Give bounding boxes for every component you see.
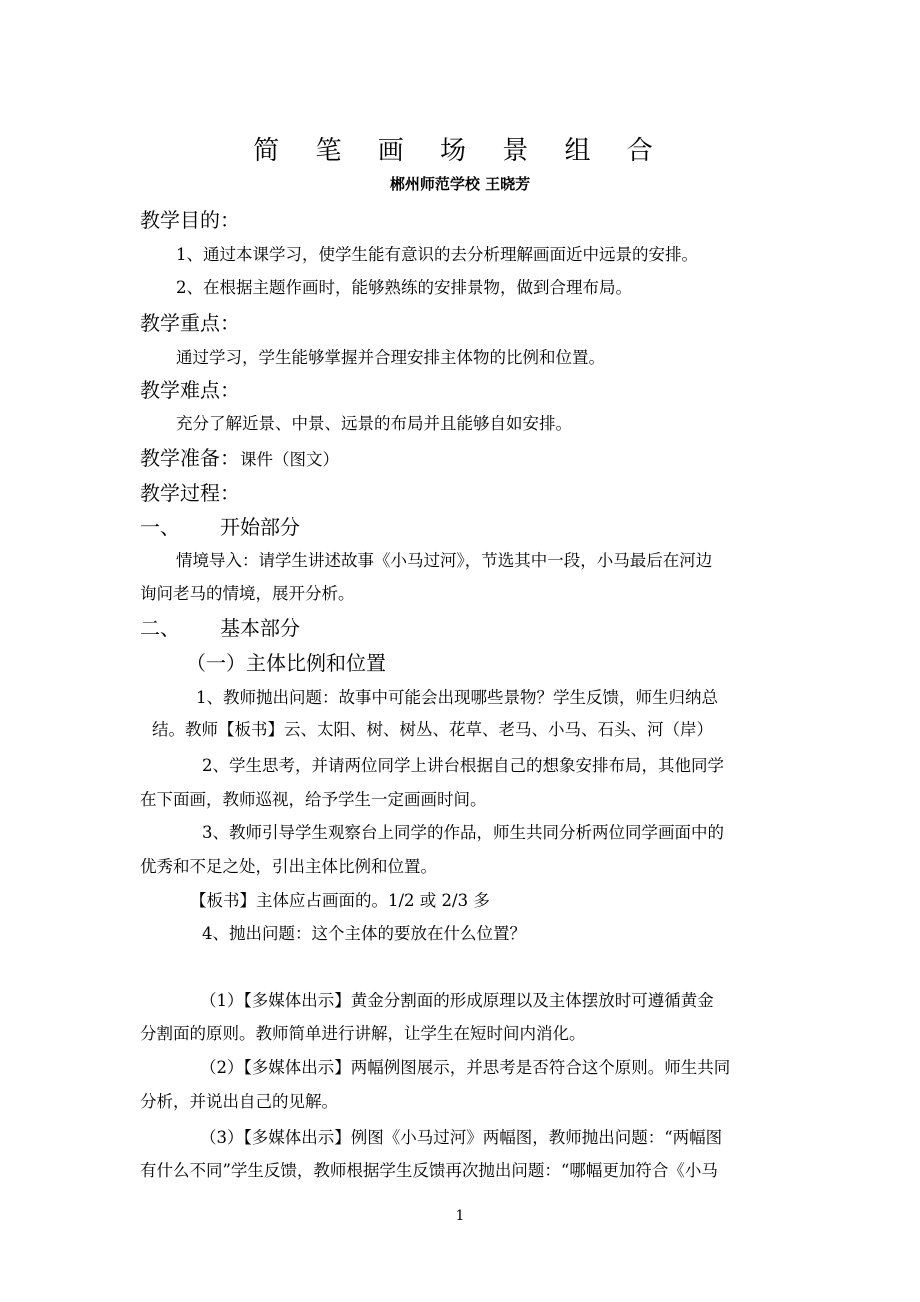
difficult-text: 充分了解近景、中景、远景的布局并且能够自如安排。	[176, 414, 572, 433]
subsection-1-title: （一）主体比例和位置	[186, 651, 386, 675]
part2-heading	[140, 612, 300, 641]
part2-title: 基本部分	[220, 616, 300, 640]
part1-line-2: 询问老马的情境，展开分析。	[140, 584, 355, 603]
item-3-line-1: 3、教师引导学生观察台上同学的作品，师生共同分析两位同学画面中的	[202, 823, 724, 842]
goal-item-1: 1、通过本课学习，使学生能有意识的去分析理解画面近中远景的安排。	[176, 245, 698, 264]
part1-number: 一、	[140, 515, 180, 539]
part2-number: 二、	[140, 616, 180, 640]
key-heading: 教学重点：	[140, 311, 240, 335]
subitem-1-line-2: 分割面的原则。教师简单进行讲解，让学生在短时间内消化。	[140, 1024, 586, 1043]
item-3-line-2: 优秀和不足之处，引出主体比例和位置。	[140, 857, 437, 876]
part1-line-1: 情境导入：请学生讲述故事《小马过河》，节选其中一段，小马最后在河边	[176, 551, 713, 570]
item-2-line-1: 2、学生思考，并请两位同学上讲台根据自己的想象安排布局，其他同学	[202, 756, 724, 775]
prep-text: 课件（图文）	[240, 450, 339, 469]
subitem-3-line-2: 有什么不同”学生反馈，教师根据学生反馈再次抛出问题：“哪幅更加符合《小马	[140, 1161, 718, 1180]
prep-heading: 教学准备：	[140, 446, 240, 470]
board-note: 【板书】主体应占画面的。1/2 或 2/3 多	[190, 891, 490, 910]
item-2-line-2: 在下面画，教师巡视，给予学生一定画画时间。	[140, 790, 487, 809]
part1-heading	[140, 511, 300, 540]
item-1-line-2: 结。教师【板书】云、太阳、树、树丛、花草、老马、小马、石头、河（岸）	[152, 720, 713, 739]
difficult-heading: 教学难点：	[140, 378, 240, 402]
part1-title: 开始部分	[220, 515, 300, 539]
item-1-line-1: 1、教师抛出问题：故事中可能会出现哪些景物？学生反馈，师生归纳总	[196, 688, 718, 707]
subitem-2-line-1: （2）【多媒体出示】两幅例图展示，并思考是否符合这个原则。师生共同	[200, 1058, 731, 1077]
page-number: 1	[455, 1208, 465, 1224]
goal-item-2: 2、在根据主题作画时，能够熟练的安排景物，做到合理布局。	[176, 278, 632, 297]
subitem-3-line-1: （3）【多媒体出示】例图《小马过河》两幅图，教师抛出问题：“两幅图	[200, 1128, 723, 1147]
prep-line	[140, 442, 339, 471]
subitem-2-line-2: 分析，并说出自己的见解。	[140, 1092, 338, 1111]
item-4: 4、抛出问题：这个主体的要放在什么位置？	[202, 924, 526, 943]
subitem-1-line-1: （1）【多媒体出示】黄金分割面的形成原理以及主体摆放时可遵循黄金	[200, 991, 714, 1010]
author-line: 郴州师范学校 王晓芳	[389, 175, 531, 193]
document-title: 简 笔 画 场 景 组 合	[253, 136, 667, 166]
goal-heading: 教学目的：	[140, 208, 240, 232]
process-heading: 教学过程：	[140, 481, 240, 505]
key-text: 通过学习，学生能够掌握并合理安排主体物的比例和位置。	[176, 348, 605, 367]
